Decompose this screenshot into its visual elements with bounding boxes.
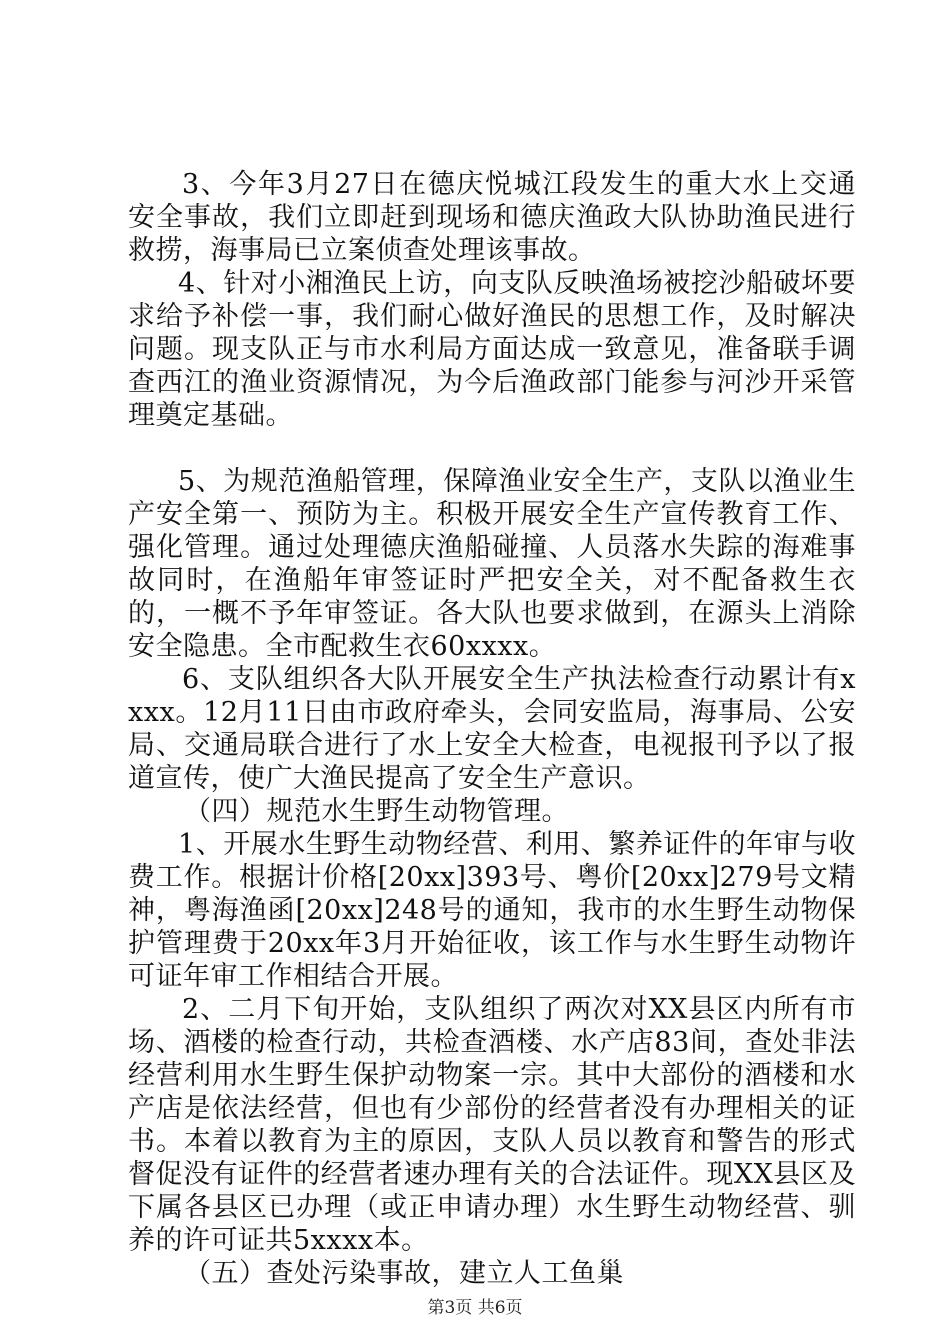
paragraph-item-4: 4、针对小湘渔民上访，向支队反映渔场被挖沙船破坏要求给予补偿一事，我们耐心做好渔民的思想工作，及时解决问题。现支队正与市水利局方面达成一致意见，准备联手调查西江的渔业资源情况，为今后渔政部门能参与河沙开采管理奠定基础。 bbox=[128, 268, 856, 431]
paragraph-wildlife-2: 2、二月下旬开始，支队组织了两次对XX县区内所有市场、酒楼的检查行动，共检查酒楼、水产店83间，查处非法经营利用水生野生保护动物案一宗。其中大部份的酒楼和水产店是依法经营，但也有少部份的经营者没有办理相关的证书。本着以教育为主的原因，支队人员以教育和警告的形式督促没有证件的经营者速办理有关的合法证件。现XX县区及下属各县区已办理（或正申请办理）水生野生动物经营、驯养的许可证共5xxxx本。 bbox=[128, 994, 856, 1256]
section-heading-4: （四）规范水生野生动物管理。 bbox=[184, 796, 569, 827]
paragraph-wildlife-1: 1、开展水生野生动物经营、利用、繁养证件的年审与收费工作。根据计价格[20xx]393号、粤价[20xx]279号文精神，粤海渔函[20xx]248号的通知，我市的水生野生动物保护管理费于20xx年3月开始征收，该工作与水生野生动物许可证年审工作相结合开展。 bbox=[128, 829, 856, 992]
page-footer: 第3页 共6页 bbox=[427, 1298, 523, 1318]
paragraph-item-3: 3、今年3月27日在德庆悦城江段发生的重大水上交通安全事故，我们立即赶到现场和德庆渔政大队协助渔民进行救捞，海事局已立案侦查处理该事故。 bbox=[128, 169, 856, 266]
section-heading-5: （五）查处污染事故，建立人工鱼巢 bbox=[184, 1258, 624, 1289]
document-body bbox=[128, 168, 856, 1290]
paragraph-item-6: 6、支队组织各大队开展安全生产执法检查行动累计有xxxx。12月11日由市政府牵头，会同安监局，海事局、公安局、交通局联合进行了水上安全大检查，电视报刊予以了报道宣传，使广大渔民提高了安全生产意识。 bbox=[128, 664, 856, 794]
paragraph-item-5: 5、为规范渔船管理，保障渔业安全生产，支队以渔业生产安全第一、预防为主。积极开展安全生产宣传教育工作、强化管理。通过处理德庆渔船碰撞、人员落水失踪的海难事故同时，在渔船年审签证时严把安全关，对不配备救生衣的，一概不予年审签证。各大队也要求做到，在源头上消除安全隐患。全市配救生衣60xxxx。 bbox=[128, 466, 856, 662]
